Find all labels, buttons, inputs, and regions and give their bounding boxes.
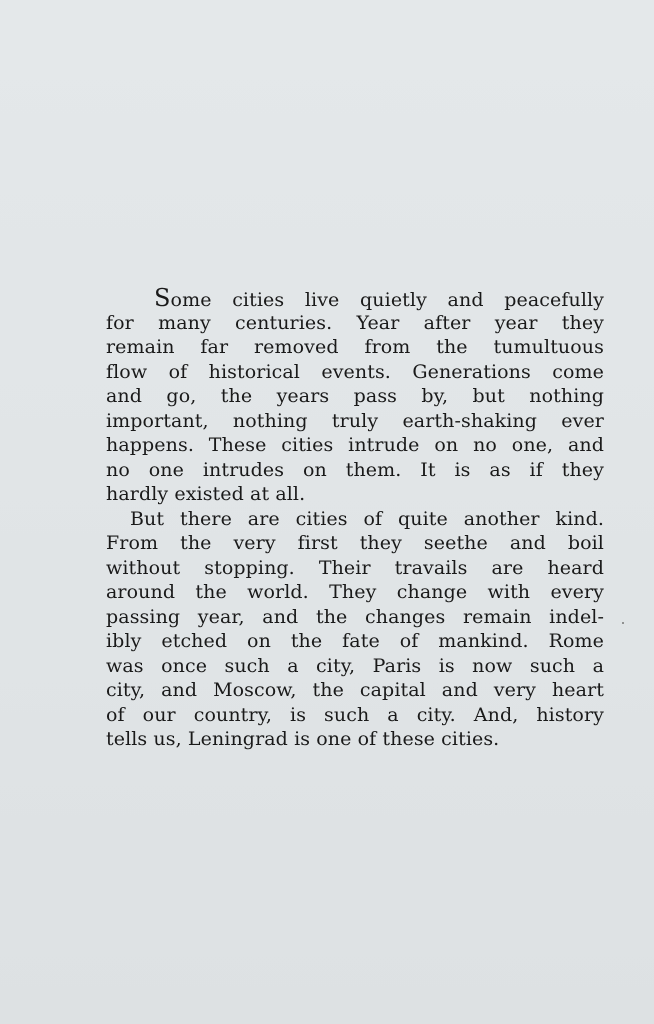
text-line: passing year, and the changes remain indel- bbox=[106, 605, 604, 628]
text-line: without stopping. Their travails are heard bbox=[106, 556, 604, 579]
paragraph-2 bbox=[106, 507, 604, 752]
text-line: and go, the years pass by, but nothing bbox=[106, 385, 604, 407]
paper-speck bbox=[622, 622, 624, 624]
text-line: of our country, is such a city. And, history bbox=[106, 703, 604, 726]
text-line: city, and Moscow, the capital and very heart bbox=[106, 679, 604, 701]
text-line: around the world. They change with every bbox=[106, 581, 604, 603]
text-line: But there are cities of quite another kind. bbox=[130, 507, 604, 530]
paragraph-1 bbox=[106, 286, 604, 507]
text-line: for many centuries. Year after year they bbox=[106, 311, 604, 334]
text-line: ibly etched on the fate of mankind. Rome bbox=[106, 630, 604, 652]
text-line: flow of historical events. Generations come bbox=[106, 360, 604, 383]
text-line: important, nothing truly earth-shaking ever bbox=[106, 409, 604, 432]
text-line bbox=[106, 286, 604, 311]
text-line: tells us, Leningrad is one of these cities. bbox=[106, 728, 500, 750]
text-line: remain far removed from the tumultuous bbox=[106, 336, 604, 358]
text-line: no one intrudes on them. It is as if they bbox=[106, 458, 604, 481]
initial-letter: S bbox=[154, 284, 171, 312]
text-line: was once such a city, Paris is now such a bbox=[106, 654, 604, 677]
text-line: hardly existed at all. bbox=[106, 483, 306, 505]
text-line-rest: ome cities live quietly and peacefully bbox=[170, 289, 604, 311]
text-line: happens. These cities intrude on no one, and bbox=[106, 434, 604, 456]
text-line: From the very first they seethe and boil bbox=[106, 532, 604, 554]
body-text bbox=[106, 286, 604, 752]
